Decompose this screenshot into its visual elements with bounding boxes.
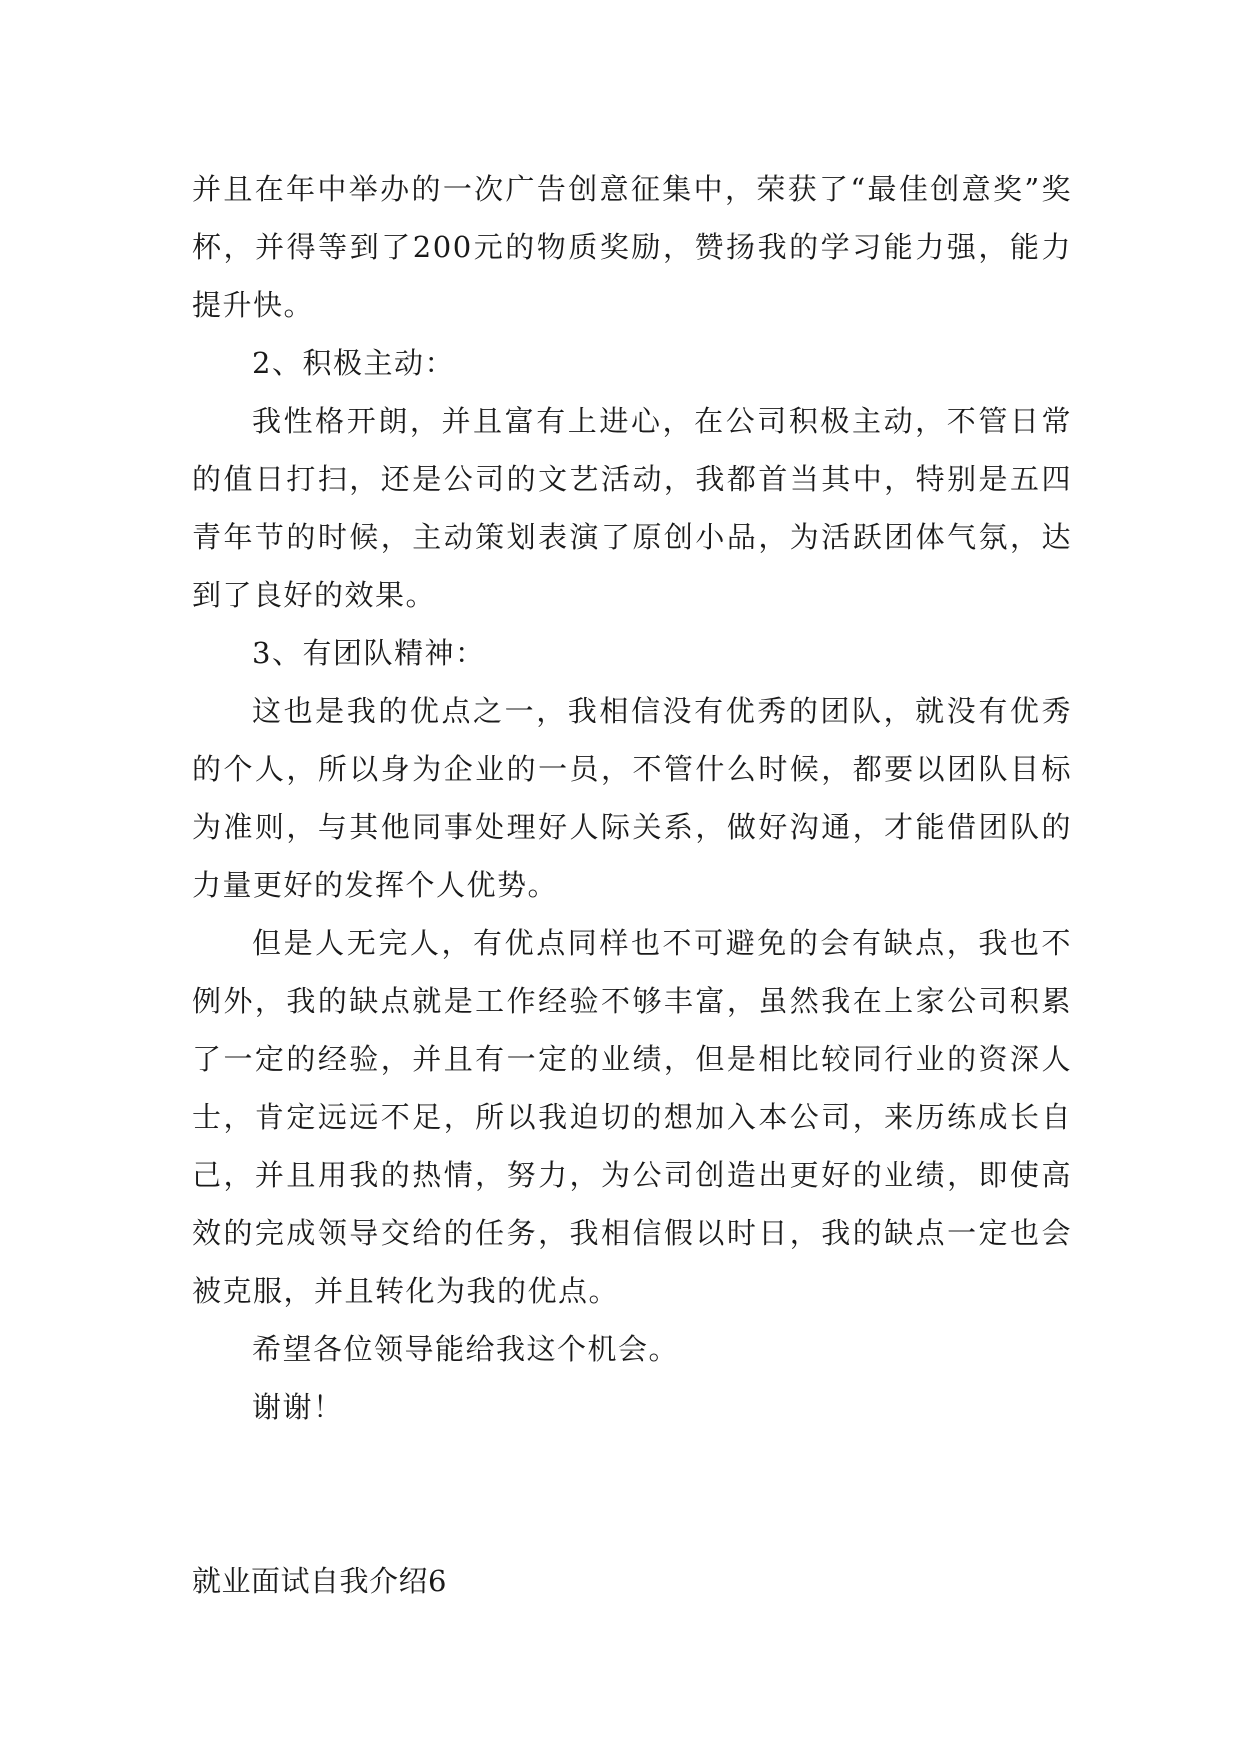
paragraph-hope: 希望各位领导能给我这个机会。 (252, 1332, 680, 1366)
paragraph-weakness: 但是人无完人，有优点同样也不可避免的会有缺点，我也不例外，我的缺点就是工作经验不够丰富，虽然我在上家公司积累了一定的经验，并且有一定的业绩，但是相比较同行业的资深人士，肯定远远不足，所以我迫切的想加入本公司，来历练成长自己，并且用我的热情，努力，为公司创造出更好的业绩，即使高效的完成领导交给的任务，我相信假以时日，我的缺点一定也会被克服，并且转化为我的优点。 (192, 926, 1072, 1308)
paragraph-thanks: 谢谢！ (252, 1390, 344, 1424)
next-section-heading: 就业面试自我介绍6 (192, 1564, 447, 1598)
paragraph-teamwork: 这也是我的优点之一，我相信没有优秀的团队，就没有优秀的个人，所以身为企业的一员，不管什么时候，都要以团队目标为准则，与其他同事处理好人际关系，做好沟通，才能借团队的力量更好的发挥个人优势。 (192, 694, 1072, 902)
paragraph-proactive: 我性格开朗，并且富有上进心，在公司积极主动，不管日常的值日打扫，还是公司的文艺活动，我都首当其中，特别是五四青年节的时候，主动策划表演了原创小品，为活跃团体气氛，达到了良好的效果。 (192, 404, 1072, 612)
section-heading-proactive: 2、积极主动： (252, 346, 455, 380)
section-heading-teamwork: 3、有团队精神： (252, 636, 486, 670)
paragraph-award: 并且在年中举办的一次广告创意征集中，荣获了“最佳创意奖”奖杯，并得等到了200元的物质奖励，赞扬我的学习能力强，能力提升快。 (192, 172, 1072, 322)
document-body (192, 160, 1072, 1610)
